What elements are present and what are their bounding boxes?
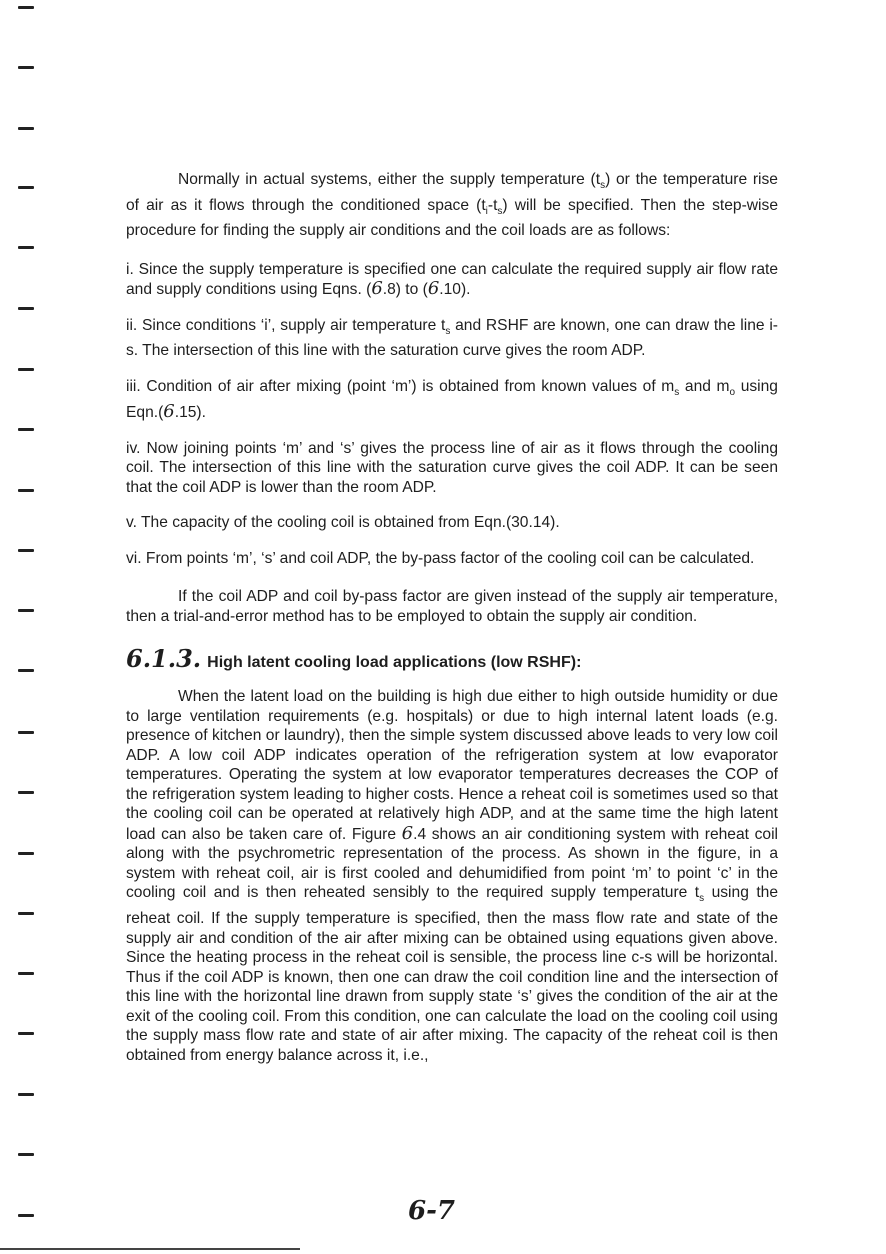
binding-margin-marks	[18, 0, 38, 1254]
intro-paragraph: Normally in actual systems, either the supply temperature $(t_s)$ or the temperature rise of air as it flows through the conditioned space $(t_i-t_s)$ will be specified. Then the step-wise procedure for finding the supply air conditions and the coil loads are as follows:	[126, 171, 778, 240]
step-2: ii. Since conditions ‘i’, supply air temperature $t_s$ and RSHF are known, one can draw the line i-s. The intersection of this line with the saturation curve gives the room ADP.	[126, 316, 778, 360]
latent-load-paragraph: When the latent load on the building is high due either to high outside humidity or due to large ventilation requirements (e.g. hospitals) or due to high internal latent loads (e.g. presence of kitchen or laundry), then the simple system discussed above leads to very low coil ADP. A low coil ADP indicates operation of the refrigeration system at low evaporator temperatures. Operating the system at low evaporator temperatures decreases the COP of the refrigeration system leading to higher costs. Hence a reheat coil is sometimes used so that the cooling coil can be operated at relatively high ADP, and at the same time the high latent load can also be taken care of. Figure 6.4 shows an air conditioning system with reheat coil along with the psychrometric representation of the process. As shown in the figure, in a system with reheat coil, air is first cooled and dehumidified from point ‘m’ to point ‘c’ in the cooling coil and is then reheated sensibly to the required supply temperature $t_s$ using the reheat coil. If the supply temperature is specified, then the mass flow rate and state of the supply air and condition of the air after mixing can be obtained using equations given above. Since the heating process in the reheat coil is sensible, the process line c-s will be horizontal. Thus if the coil ADP is known, then one can draw the coil condition line and the intersection of this line with the horizontal line drawn from supply state ‘s’ gives the condition of the air at the exit of the cooling coil. From this condition, one can calculate the load on the cooling coil using the supply mass flow rate and state of air after mixing. The capacity of the reheat coil is then obtained from energy balance across it, i.e.,	[126, 688, 778, 1064]
step-6: vi. From points ‘m’, ‘s’ and coil ADP, the by-pass factor of the cooling coil can be calculated.	[126, 549, 755, 567]
bottom-rule	[0, 1248, 300, 1250]
step-1: i. Since the supply temperature is specified one can calculate the required supply air flow rate and supply conditions using Eqns. (6.8) to (6.10).	[126, 260, 778, 300]
step-3: iii. Condition of air after mixing (point ‘m’) is obtained from known values of $m_s$ and $m_o$ using Eqn.(6.15).	[126, 377, 778, 423]
page-body	[126, 170, 778, 1065]
page-number: 6-7	[408, 1196, 455, 1226]
alternate-paragraph: If the coil ADP and coil by-pass factor are given instead of the supply air temperature, then a trial-and-error method has to be employed to obtain the supply air condition.	[126, 588, 778, 625]
section-title: High latent cooling load applications (low RSHF):	[207, 654, 582, 672]
step-5: v. The capacity of the cooling coil is obtained from Eqn.(30.14).	[126, 514, 560, 532]
section-number: 6.1.3.	[126, 644, 202, 674]
step-4: iv. Now joining points ‘m’ and ‘s’ gives the process line of air as it flows through the cooling coil. The intersection of this line with the saturation curve gives the coil ADP. It can be seen that the coil ADP is lower than the room ADP.	[126, 439, 778, 496]
section-heading	[126, 644, 778, 673]
